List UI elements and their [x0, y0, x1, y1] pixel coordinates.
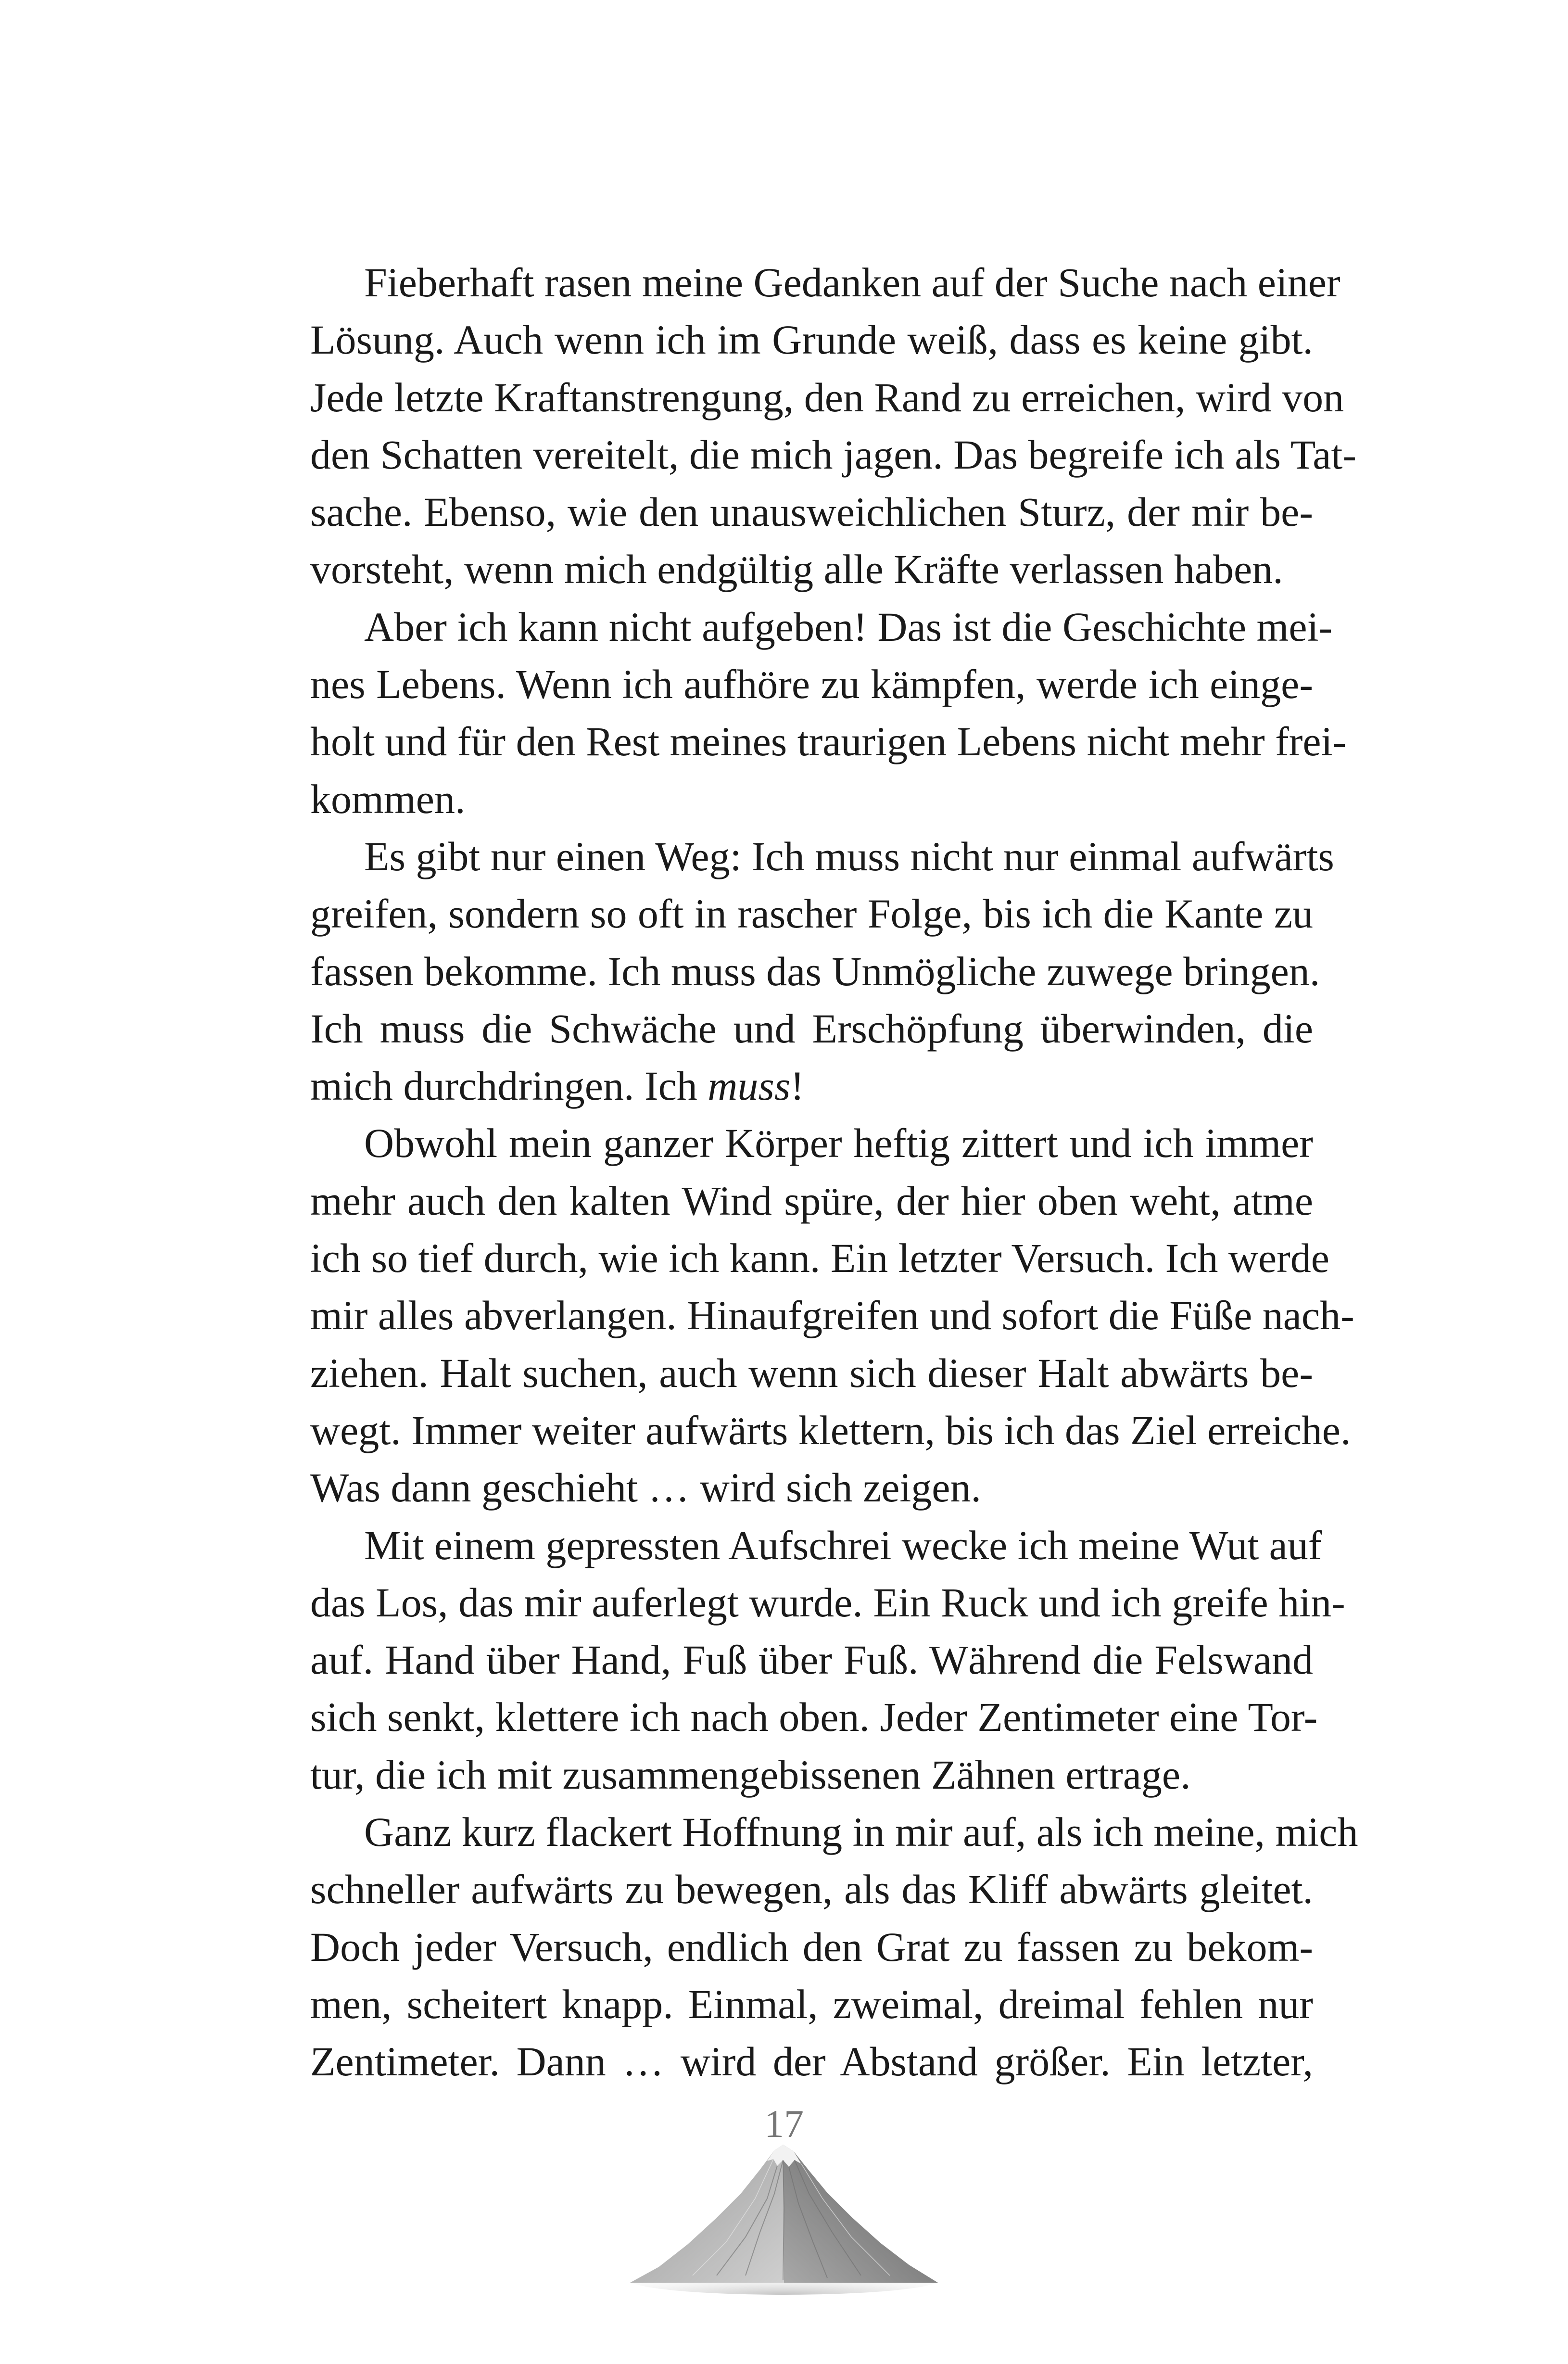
text-line: Ganz kurz flackert Hoffnung in mir auf, als ich meine, mich: [364, 1809, 1358, 1856]
text-line: Zentimeter. Dann … wird der Abstand größer. Ein letzter,: [310, 2038, 1313, 2085]
text-line: fassen bekomme. Ich muss das Unmögliche zuwege bringen.: [310, 948, 1320, 994]
text-line: Was dann geschieht … wird sich zeigen.: [310, 1464, 981, 1511]
paragraph-1: [256, 254, 1356, 598]
text-line: Doch jeder Versuch, endlich den Grat zu fassen zu bekom-: [310, 1923, 1313, 1970]
text-line: Obwohl mein ganzer Körper heftig zittert und ich immer: [364, 1120, 1313, 1167]
paragraph-3: [256, 828, 1334, 1115]
paragraph-6: [256, 1804, 1358, 2090]
text-line: Lösung. Auch wenn ich im Grunde weiß, dass es keine gibt.: [310, 317, 1313, 363]
text-line: greifen, sondern so oft in rascher Folge, bis ich die Kante zu: [310, 890, 1313, 937]
paragraph-5: [256, 1517, 1345, 1804]
text-line: wegt. Immer weiter aufwärts klettern, bis ich das Ziel erreiche.: [310, 1407, 1351, 1453]
mountain-icon: [630, 2136, 938, 2295]
text-line: men, scheitert knapp. Einmal, zweimal, dreimal fehlen nur: [310, 1981, 1313, 2027]
text-line: ziehen. Halt suchen, auch wenn sich dieser Halt abwärts be-: [310, 1349, 1313, 1396]
text-line: Es gibt nur einen Weg: Ich muss nicht nur einmal aufwärts: [364, 833, 1334, 879]
paragraph-4: [256, 1115, 1354, 1516]
text-line: mir alles abverlangen. Hinaufgreifen und sofort die Füße nach-: [310, 1292, 1354, 1339]
text-line: Ich muss die Schwäche und Erschöpfung überwinden, die: [310, 1005, 1313, 1052]
text-line: mehr auch den kalten Wind spüre, der hier oben weht, atme: [310, 1177, 1313, 1224]
text-line: kommen.: [310, 775, 466, 822]
text-line: sich senkt, klettere ich nach oben. Jeder Zentimeter eine Tor-: [310, 1694, 1318, 1741]
paragraph-2: [256, 598, 1347, 828]
text-line: das Los, das mir auferlegt wurde. Ein Ruck und ich greife hin-: [310, 1579, 1345, 1626]
text-segment: !: [790, 1063, 804, 1109]
text-line: vorsteht, wenn mich endgültig alle Kräfte verlassen haben.: [310, 546, 1283, 593]
text-segment: mich durchdringen. Ich: [310, 1063, 708, 1109]
text-line: nes Lebens. Wenn ich aufhöre zu kämpfen, werde ich einge-: [310, 661, 1313, 708]
text-line: sache. Ebenso, wie den unausweichlichen Sturz, der mir be-: [310, 489, 1313, 535]
text-line: ich so tief durch, wie ich kann. Ein letzter Versuch. Ich werde: [310, 1235, 1329, 1282]
text-line: Fieberhaft rasen meine Gedanken auf der Suche nach einer: [364, 259, 1340, 305]
emphasis-text: muss: [708, 1063, 791, 1109]
page-number: 17: [764, 2102, 804, 2146]
text-line: auf. Hand über Hand, Fuß über Fuß. Während die Felswand: [310, 1637, 1313, 1683]
text-line: den Schatten vereitelt, die mich jagen. Das begreife ich als Tat-: [310, 431, 1356, 478]
text-line: tur, die ich mit zusammengebissenen Zähnen ertrage.: [310, 1751, 1191, 1798]
text-line: Mit einem gepressten Aufschrei wecke ich meine Wut auf: [364, 1522, 1322, 1568]
text-line: Aber ich kann nicht aufgeben! Das ist die Geschichte mei-: [364, 603, 1333, 650]
text-line: Jede letzte Kraftanstrengung, den Rand zu erreichen, wird von: [310, 374, 1344, 420]
text-line: [256, 1057, 1313, 1115]
text-line: holt und für den Rest meines traurigen Lebens nicht mehr frei-: [310, 718, 1347, 765]
text-line: schneller aufwärts zu bewegen, als das Kliff abwärts gleitet.: [310, 1866, 1313, 1913]
body-text: [256, 254, 1358, 2091]
